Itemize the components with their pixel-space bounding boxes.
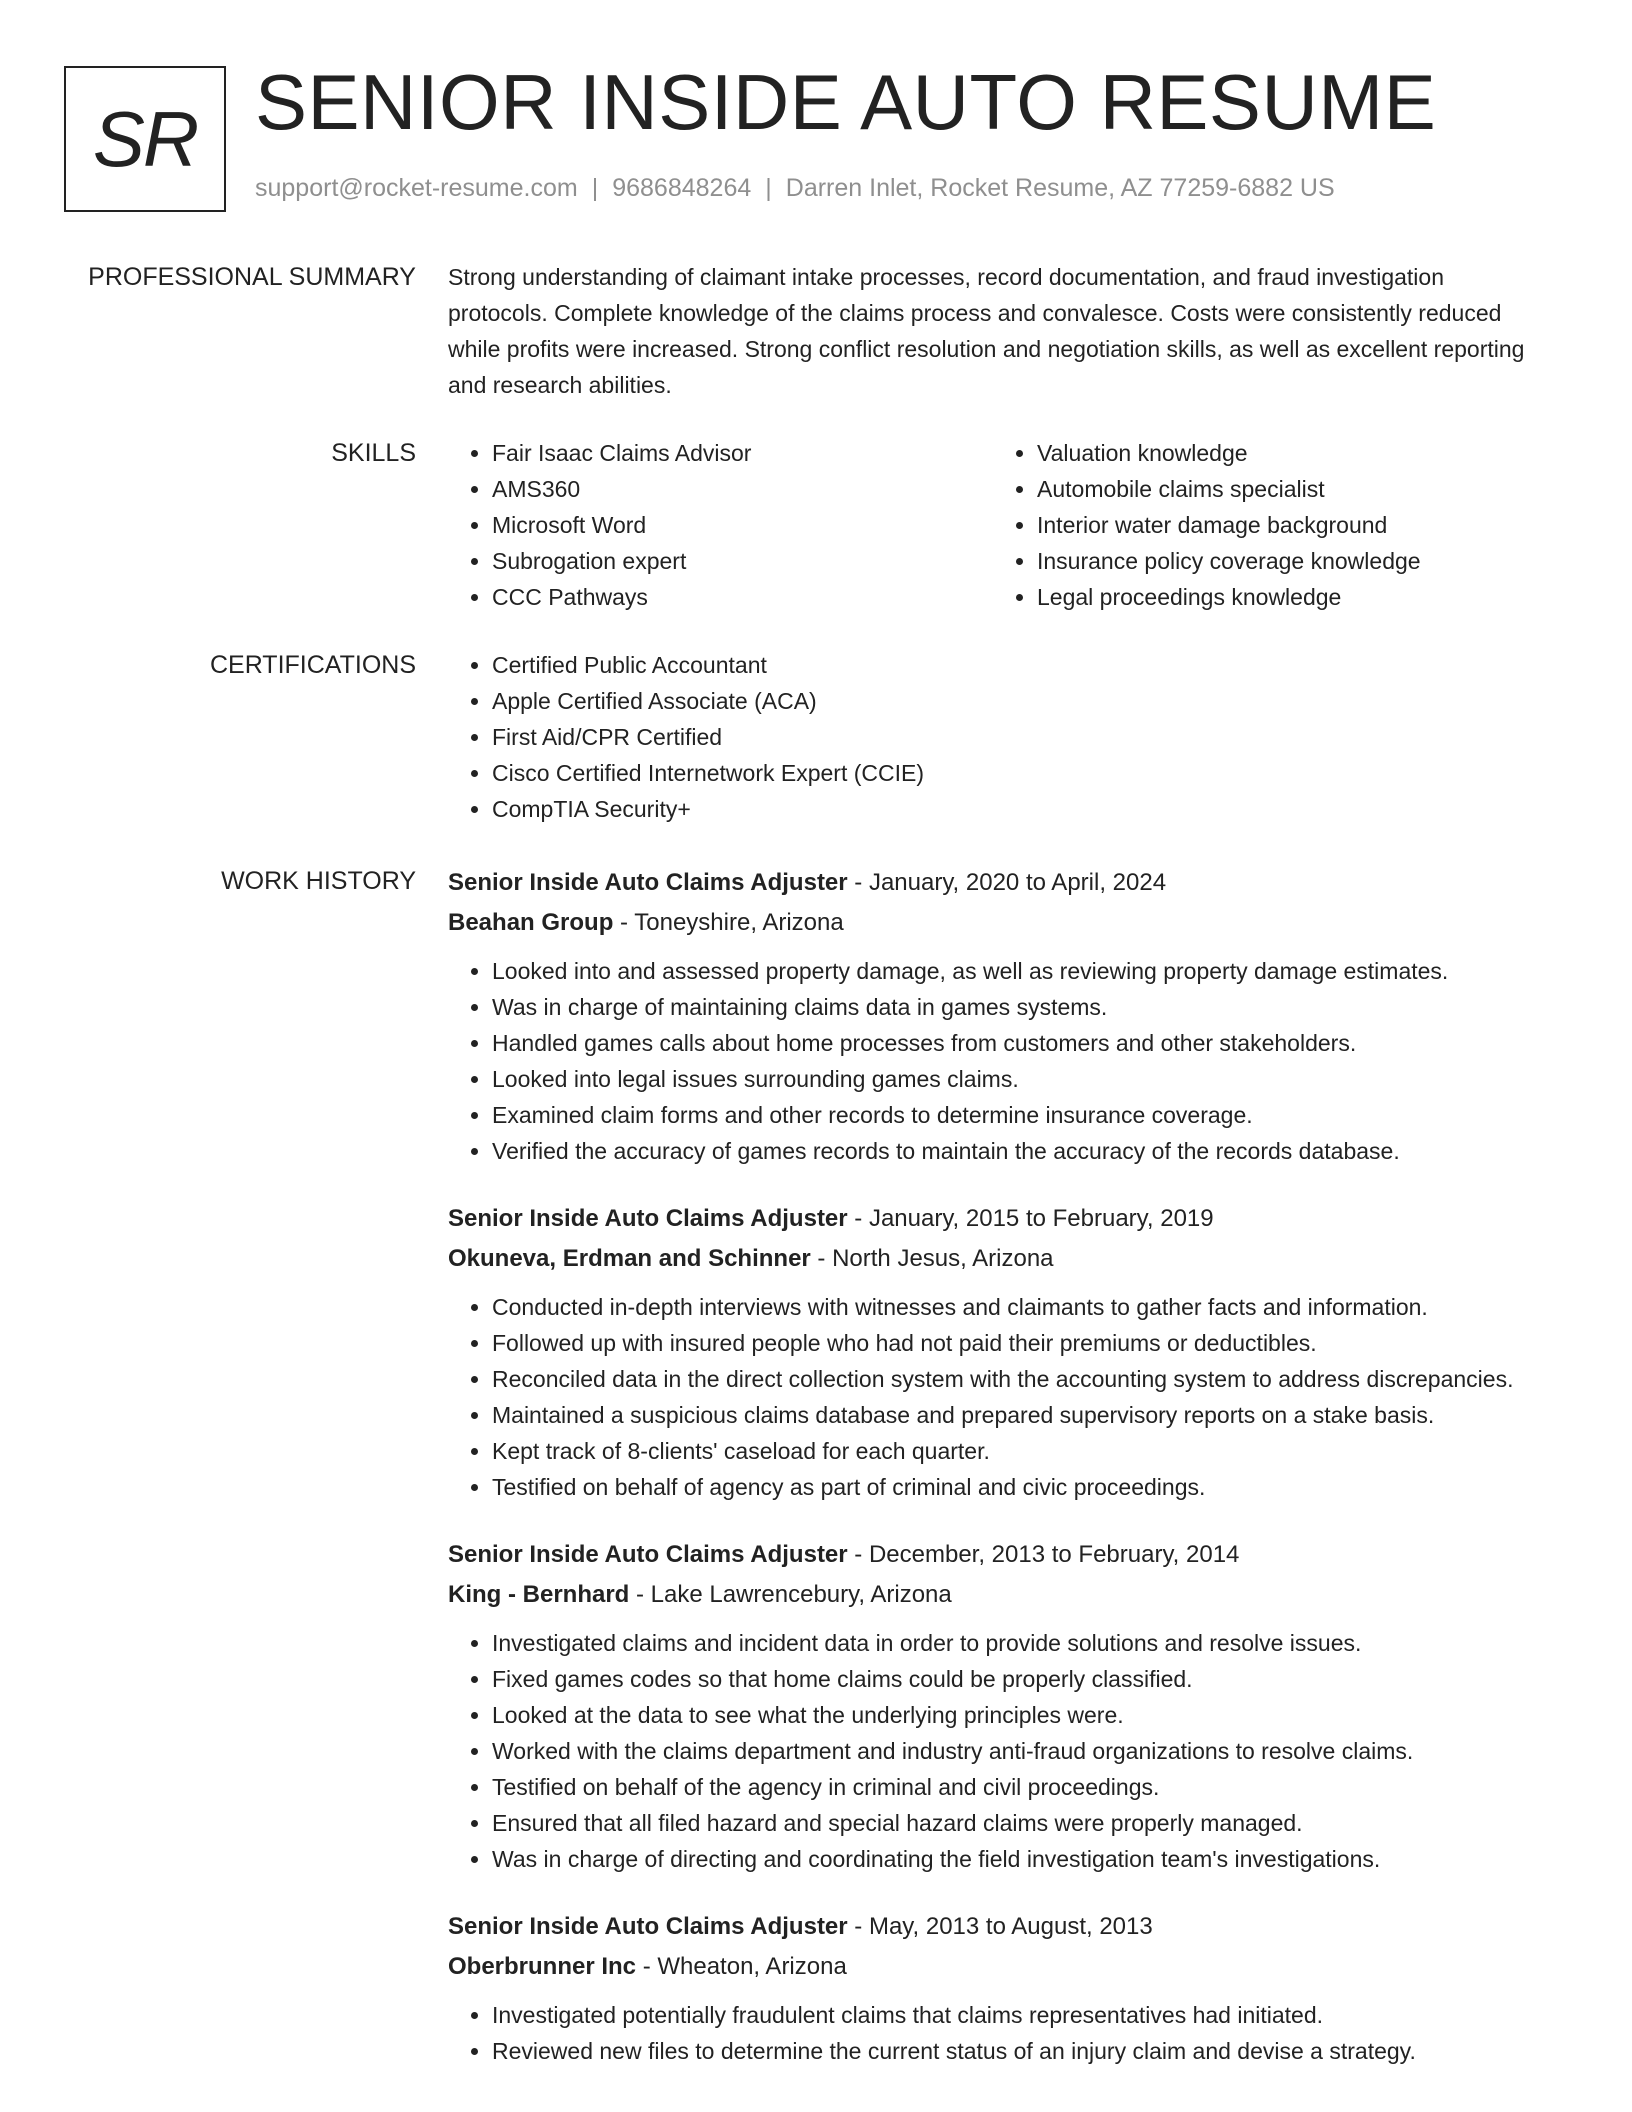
job-company: Oberbrunner Inc bbox=[448, 1953, 637, 1980]
skills-list-left bbox=[448, 435, 993, 615]
skills-body bbox=[448, 435, 1538, 615]
job-bullet: • Ensured that all filed hazard and special hazard claims were properly managed. bbox=[492, 1805, 1538, 1841]
job-bullet: • Investigated claims and incident data in order to provide solutions and resolve issues. bbox=[492, 1625, 1538, 1661]
job-company: Beahan Group bbox=[448, 909, 614, 936]
job-company-line bbox=[448, 903, 1538, 943]
certification-item: • Cisco Certified Internetwork Expert (CCIE) bbox=[492, 755, 1538, 791]
job-bullet: • Verified the accuracy of games records to maintain the accuracy of the records database. bbox=[492, 1133, 1538, 1169]
contact-phone[interactable]: 9686848264 bbox=[612, 174, 752, 202]
job-company-line bbox=[448, 1947, 1538, 1987]
skill-item: • Interior water damage background bbox=[1037, 507, 1538, 543]
job-entry bbox=[448, 1199, 1538, 1505]
certifications-body bbox=[448, 647, 1538, 827]
job-company: King - Bernhard bbox=[448, 1581, 630, 1608]
job-bullet: • Looked into and assessed property damage, as well as reviewing property damage estimates. bbox=[492, 953, 1538, 989]
job-bullet: • Followed up with insured people who had not paid their premiums or deductibles. bbox=[492, 1325, 1538, 1361]
contact-line bbox=[255, 174, 1335, 203]
job-bullet: • Investigated potentially fraudulent claims that claims representatives had initiated. bbox=[492, 1997, 1538, 2033]
certification-item: • CompTIA Security+ bbox=[492, 791, 1538, 827]
job-dates: - January, 2020 to April, 2024 bbox=[847, 869, 1167, 896]
job-bullet: • Looked into legal issues surrounding games claims. bbox=[492, 1061, 1538, 1097]
contact-separator: | bbox=[591, 174, 599, 202]
job-bullet: • Worked with the claims department and industry anti-fraud organizations to resolve claims. bbox=[492, 1733, 1538, 1769]
job-bullets bbox=[448, 1625, 1538, 1877]
job-bullet: • Conducted in-depth interviews with witnesses and claimants to gather facts and information. bbox=[492, 1289, 1538, 1325]
job-location: - Toneyshire, Arizona bbox=[613, 909, 844, 936]
job-title-line bbox=[448, 863, 1538, 903]
job-bullets bbox=[448, 1289, 1538, 1505]
job-bullets bbox=[448, 953, 1538, 1169]
contact-address: Darren Inlet, Rocket Resume, AZ 77259-6882 US bbox=[785, 174, 1335, 202]
job-entry bbox=[448, 1535, 1538, 1877]
job-title-line bbox=[448, 1535, 1538, 1575]
skill-item: • Microsoft Word bbox=[492, 507, 993, 543]
job-bullet: • Handled games calls about home processes from customers and other stakeholders. bbox=[492, 1025, 1538, 1061]
skill-item: • AMS360 bbox=[492, 471, 993, 507]
job-dates: - December, 2013 to February, 2014 bbox=[847, 1541, 1240, 1568]
contact-email[interactable]: support@rocket-resume.com bbox=[255, 174, 578, 202]
job-bullet: • Testified on behalf of the agency in criminal and civil proceedings. bbox=[492, 1769, 1538, 1805]
skill-item: • CCC Pathways bbox=[492, 579, 993, 615]
skill-item: • Fair Isaac Claims Advisor bbox=[492, 435, 993, 471]
resume-title: SENIOR INSIDE AUTO RESUME bbox=[255, 58, 1437, 146]
job-location: - Lake Lawrencebury, Arizona bbox=[629, 1581, 952, 1608]
job-bullet: • Was in charge of maintaining claims data in games systems. bbox=[492, 989, 1538, 1025]
job-bullet: • Maintained a suspicious claims database and prepared supervisory reports on a stake basis. bbox=[492, 1397, 1538, 1433]
job-location: - North Jesus, Arizona bbox=[810, 1245, 1054, 1272]
skill-item: • Automobile claims specialist bbox=[1037, 471, 1538, 507]
certification-item: • Certified Public Accountant bbox=[492, 647, 1538, 683]
summary-heading: PROFESSIONAL SUMMARY bbox=[88, 263, 416, 291]
job-company: Okuneva, Erdman and Schinner bbox=[448, 1245, 811, 1272]
job-bullets bbox=[448, 1997, 1538, 2069]
job-title: Senior Inside Auto Claims Adjuster bbox=[448, 1205, 848, 1232]
skill-item: • Valuation knowledge bbox=[1037, 435, 1538, 471]
certifications-heading: CERTIFICATIONS bbox=[209, 651, 416, 679]
job-entry bbox=[448, 863, 1538, 1169]
job-bullet: • Kept track of 8-clients' caseload for each quarter. bbox=[492, 1433, 1538, 1469]
job-title-line bbox=[448, 1199, 1538, 1239]
certification-item: • Apple Certified Associate (ACA) bbox=[492, 683, 1538, 719]
job-title: Senior Inside Auto Claims Adjuster bbox=[448, 1541, 848, 1568]
job-title: Senior Inside Auto Claims Adjuster bbox=[448, 869, 848, 896]
job-bullet: • Was in charge of directing and coordinating the field investigation team's investigations. bbox=[492, 1841, 1538, 1877]
job-bullet: • Reconciled data in the direct collection system with the accounting system to address discrepancies. bbox=[492, 1361, 1538, 1397]
job-company-line bbox=[448, 1239, 1538, 1279]
work-history-heading: WORK HISTORY bbox=[221, 867, 416, 895]
certifications-list bbox=[448, 647, 1538, 827]
certification-item: • First Aid/CPR Certified bbox=[492, 719, 1538, 755]
job-bullet: • Examined claim forms and other records to determine insurance coverage. bbox=[492, 1097, 1538, 1133]
summary-text: Strong understanding of claimant intake processes, record documentation, and fraud investigation protocols. Complete knowledge of the claims process and convalesce. Costs were consistently reduced while profits were increased. Strong conflict resolution and negotiation skills, as well as excellent reporting and research abilities. bbox=[448, 264, 1525, 398]
job-dates: - January, 2015 to February, 2019 bbox=[847, 1205, 1214, 1232]
job-bullet: • Fixed games codes so that home claims could be properly classified. bbox=[492, 1661, 1538, 1697]
job-title: Senior Inside Auto Claims Adjuster bbox=[448, 1913, 848, 1940]
job-dates: - May, 2013 to August, 2013 bbox=[847, 1913, 1153, 1940]
skill-item: • Insurance policy coverage knowledge bbox=[1037, 543, 1538, 579]
job-title-line bbox=[448, 1907, 1538, 1947]
skills-list-right bbox=[993, 435, 1538, 615]
job-company-line bbox=[448, 1575, 1538, 1615]
contact-separator: | bbox=[765, 174, 772, 202]
skills-heading: SKILLS bbox=[331, 439, 416, 467]
job-bullet: • Looked at the data to see what the underlying principles were. bbox=[492, 1697, 1538, 1733]
job-entry bbox=[448, 1907, 1538, 2069]
job-bullet: • Reviewed new files to determine the current status of an injury claim and devise a strategy. bbox=[492, 2033, 1538, 2069]
summary-body bbox=[448, 259, 1538, 403]
monogram-logo: SR bbox=[64, 66, 226, 212]
skill-item: • Legal proceedings knowledge bbox=[1037, 579, 1538, 615]
job-bullet: • Testified on behalf of agency as part of criminal and civic proceedings. bbox=[492, 1469, 1538, 1505]
work-history-body bbox=[448, 863, 1538, 2099]
job-location: - Wheaton, Arizona bbox=[636, 1953, 847, 1980]
skill-item: • Subrogation expert bbox=[492, 543, 993, 579]
